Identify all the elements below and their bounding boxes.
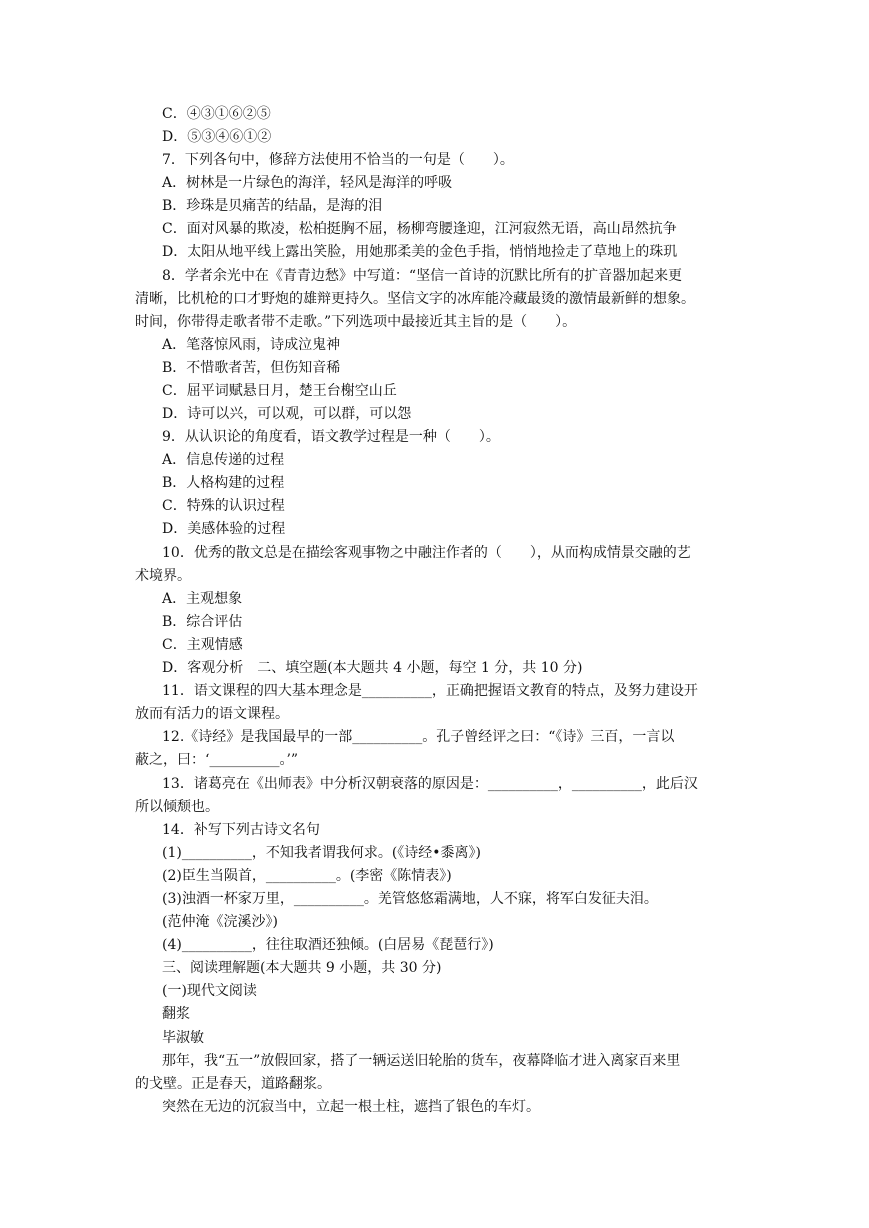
question-8-cont: 清晰，比机枪的口才野炮的雄辩更持久。坚信文字的冰库能冷藏最烫的激情最新鲜的想象。: [135, 291, 695, 307]
reading-title: 翻浆: [162, 1006, 190, 1022]
reading-para-1-cont: 的戈壁。正是春天，道路翻浆。: [135, 1076, 331, 1092]
reading-para-1: 那年，我“五一”放假回家，搭了一辆运送旧轮胎的货车，夜幕降临才进入离家百来里: [162, 1053, 681, 1069]
q14-item-3: (3)浊酒一杯家万里，__________。羌管悠悠霜满地，人不寐，将军白发征夫泪。: [162, 891, 658, 907]
question-13-cont: 所以倾颓也。: [135, 799, 219, 815]
q7-option-c: C．面对风暴的欺凌，松柏挺胸不屈，杨柳弯腰逢迎，江河寂然无语，高山昂然抗争: [162, 221, 677, 237]
q10-option-c: C．主观情感: [162, 637, 243, 653]
question-10: 10．优秀的散文总是在描绘客观事物之中融注作者的（ ），从而构成情景交融的艺: [162, 545, 691, 561]
question-14: 14．补写下列古诗文名句: [162, 822, 320, 838]
question-10-cont: 术境界。: [135, 568, 191, 584]
q7-option-b: B．珍珠是贝痛苦的结晶，是海的泪: [162, 198, 383, 214]
q10-option-d-section2: D．客观分析 二、填空题(本大题共 4 小题，每空 1 分，共 10 分): [162, 660, 583, 676]
q10-option-b: B．综合评估: [162, 614, 243, 630]
question-8: 8．学者余光中在《青青边愁》中写道：“坚信一首诗的沉默比所有的扩音器加起来更: [162, 268, 683, 284]
question-12-cont: 蔽之，曰：‘__________。’”: [135, 752, 299, 768]
q14-item-4: (4)__________，往往取酒还独倾。(白居易《琵琶行》): [162, 937, 494, 953]
q14-item-2: (2)臣生当陨首，__________。(李密《陈情表》): [162, 868, 452, 884]
question-9: 9．从认识论的角度看，语文教学过程是一种（ ）。: [162, 429, 500, 445]
question-13: 13．诸葛亮在《出师表》中分析汉朝衰落的原因是：__________，__________，此后汉: [162, 776, 698, 792]
q10-option-a: A．主观想象: [162, 591, 243, 607]
reading-para-2: 突然在无边的沉寂当中，立起一根土柱，遮挡了银色的车灯。: [162, 1099, 540, 1115]
section-3-heading: 三、阅读理解题(本大题共 9 小题，共 30 分): [162, 960, 442, 976]
q14-item-3-source: (范仲淹《浣溪沙》): [162, 914, 278, 930]
question-12: 12.《诗经》是我国最早的一部__________。孔子曾经评之曰：“《诗》三百，一言以: [162, 729, 675, 745]
q7-option-d: D．太阳从地平线上露出笑脸，用她那柔美的金色手指，悄悄地捡走了草地上的珠玑: [162, 244, 678, 260]
reading-author: 毕淑敏: [162, 1030, 204, 1046]
q8-option-a: A．笔落惊风雨，诗成泣鬼神: [162, 337, 341, 353]
q8-option-d: D．诗可以兴，可以观，可以群，可以怨: [162, 406, 412, 422]
question-7: 7．下列各句中，修辞方法使用不恰当的一句是（ ）。: [162, 152, 514, 168]
q8-option-b: B．不惜歌者苦，但伤知音稀: [162, 360, 341, 376]
q8-option-c: C．屈平词赋悬日月，楚王台榭空山丘: [162, 383, 397, 399]
question-11: 11．语文课程的四大基本理念是__________，正确把握语文教育的特点，及努力建设开: [162, 683, 698, 699]
q9-option-a: A．信息传递的过程: [162, 452, 285, 468]
q9-option-d: D．美感体验的过程: [162, 521, 286, 537]
q9-option-c: C．特殊的认识过程: [162, 498, 285, 514]
question-8-cont2: 时间，你带得走歌者带不走歌。”下列选项中最接近其主旨的是（ ）。: [135, 314, 577, 330]
subsection-modern-reading: (一)现代文阅读: [162, 983, 257, 999]
q9-option-b: B．人格构建的过程: [162, 475, 285, 491]
option-c-order: C．④③①⑥②⑤: [162, 106, 271, 122]
question-11-cont: 放而有活力的语文课程。: [135, 706, 289, 722]
q7-option-a: A．树林是一片绿色的海洋，轻风是海洋的呼吸: [162, 175, 453, 191]
q14-item-1: (1)__________，不知我者谓我何求。(《诗经•黍离》): [162, 845, 482, 861]
option-d-order: D．⑤③④⑥①②: [162, 129, 272, 145]
